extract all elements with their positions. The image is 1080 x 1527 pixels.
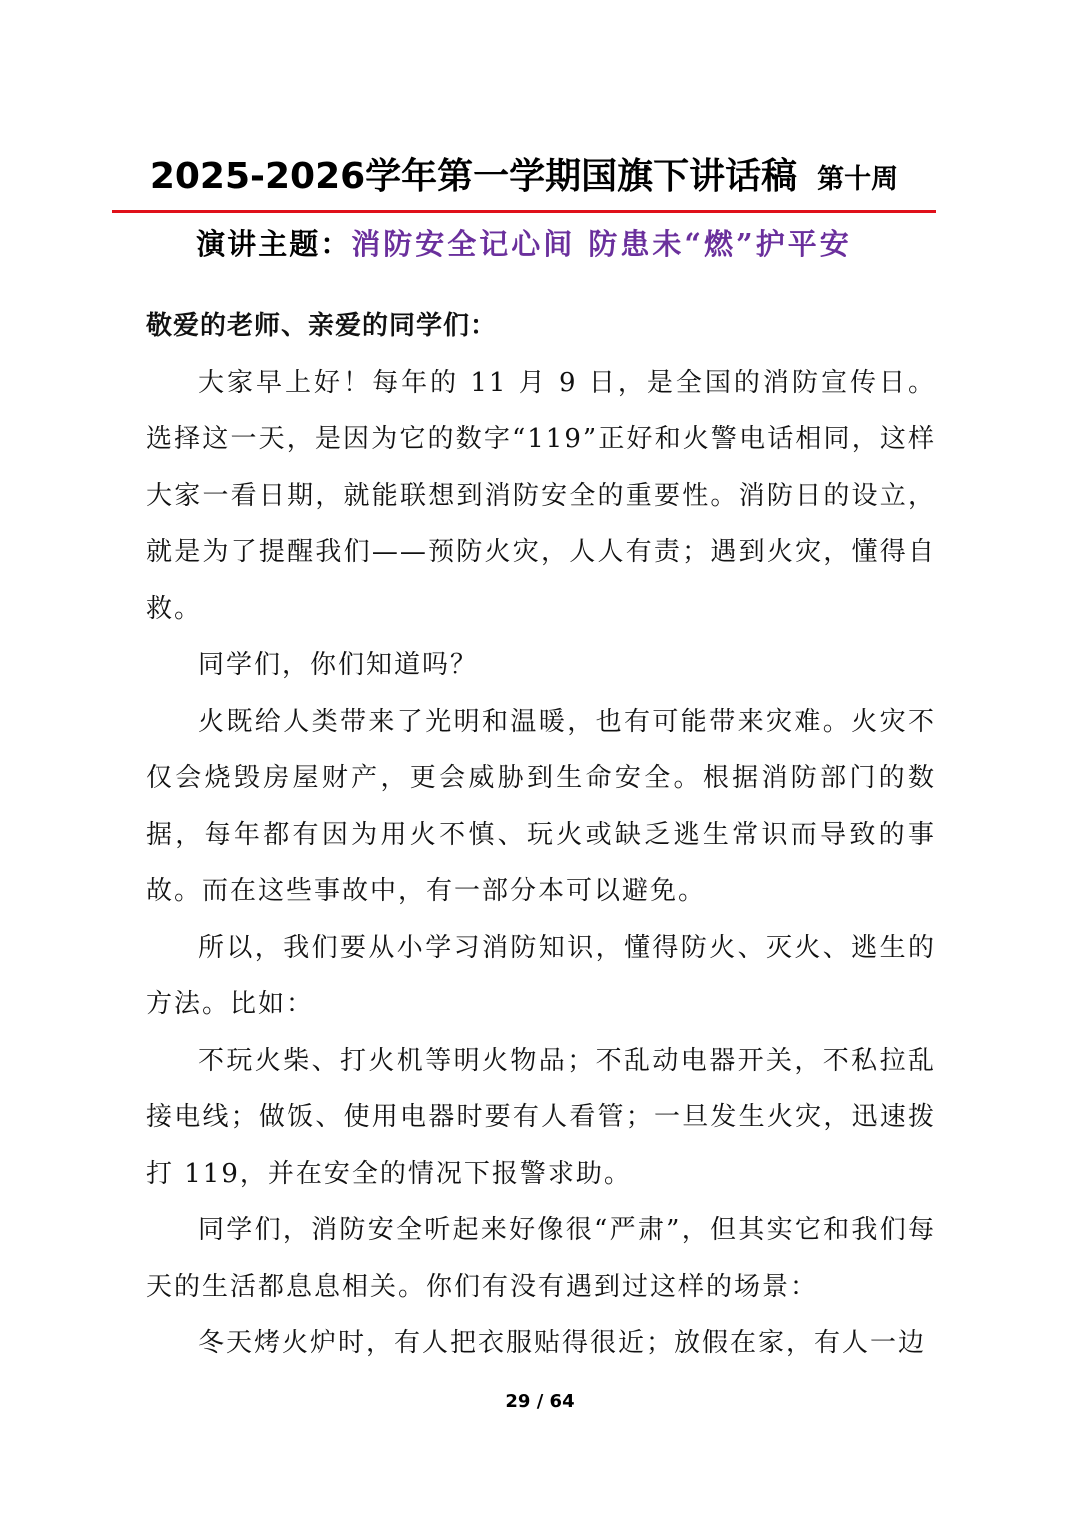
speech-topic-text: 消防安全记心间 防患未“燃”护平安 [351,227,852,261]
paragraph: 不玩火柴、打火机等明火物品；不乱动电器开关，不私拉乱接电线；做饭、使用电器时要有人看管；一旦发生火灾，迅速拨打 119，并在安全的情况下报警求助。 [146,1045,936,1189]
title-underline-divider [112,210,936,213]
paragraph: 所以，我们要从小学习消防知识，懂得防火、灭火、逃生的方法。比如： [146,932,936,1019]
paragraph: 火既给人类带来了光明和温暖，也有可能带来灾难。火灾不仅会烧毁房屋财产，更会威胁到生命安全。根据消防部门的数据，每年都有因为用火不慎、玩火或缺乏逃生常识而导致的事故。而在这些事故中，有一部分本可以避免。 [146,706,936,906]
paragraph: 同学们，消防安全听起来好像很“严肃”，但其实它和我们每天的生活都息息相关。你们有没有遇到过这样的场景： [146,1215,936,1302]
document-title: 2025-2026学年第一学期国旗下讲话稿 [149,156,798,197]
paragraph: 同学们，你们知道吗？ [198,650,479,680]
week-label: 第十周 [817,164,899,195]
speech-topic-row [112,222,936,268]
speech-body [146,298,936,1372]
speech-topic-label: 演讲主题： [196,227,352,261]
paragraph: 冬天烤火炉时，有人把衣服贴得很近；放假在家，有人一边 [198,1328,927,1358]
greeting: 敬爱的老师、亲爱的同学们： [146,311,498,341]
paragraph: 大家早上好！每年的 11 月 9 日，是全国的消防宣传日。选择这一天，是因为它的数字“119”正好和火警电话相同，这样大家一看日期，就能联想到消防安全的重要性。消防日的设立，就是为了提醒我们——预防火灾，人人有责；遇到火灾，懂得自救。 [146,367,936,624]
document-title-row [112,148,936,204]
page-number: 29 / 64 [505,1391,575,1412]
